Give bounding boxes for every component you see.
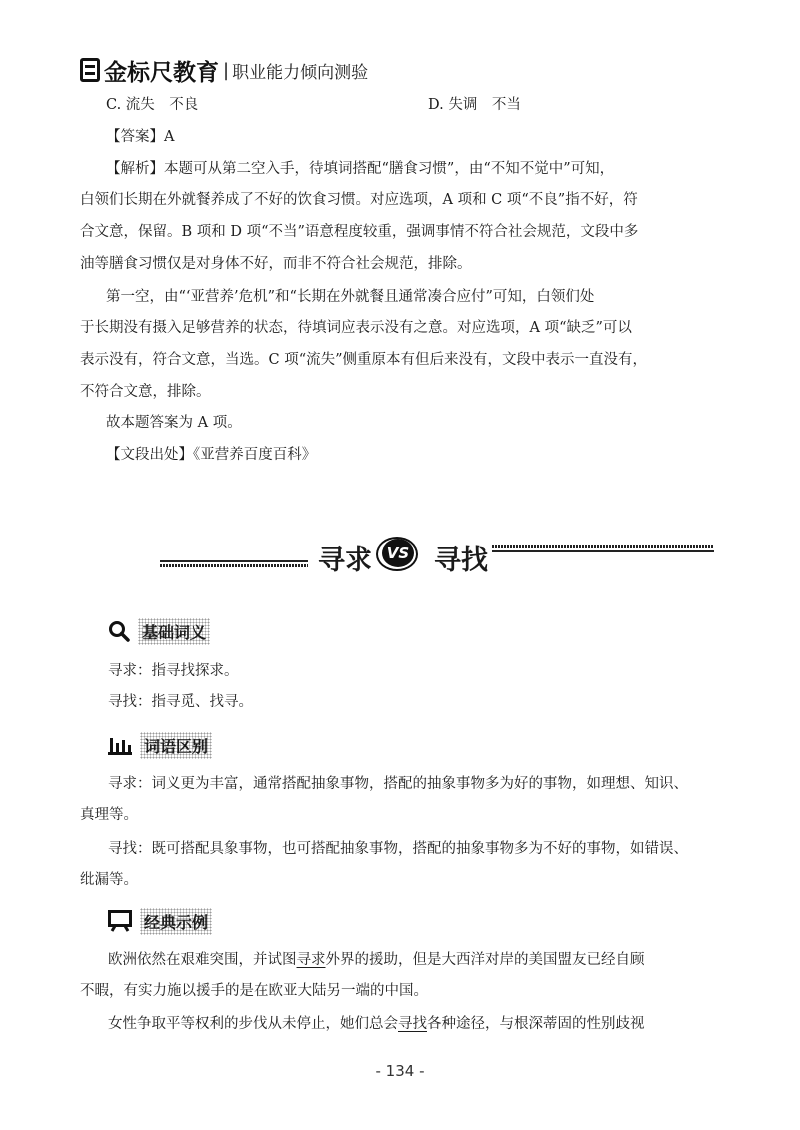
example-line: 女性争取平等权利的步伐从未停止，她们总会寻找各种途径，与根深蒂固的性别歧视 [108,1016,645,1032]
brand-name: 金标尺教育 [104,59,219,86]
meaning-line: 寻找：指寻觅、找寻。 [108,694,253,710]
keyword-xunqiu: 寻求 [296,952,326,968]
vs-badge [376,537,420,569]
examples-title: 经典示例 [140,908,212,935]
basic-meaning-heading [108,619,210,643]
magnifier-icon [108,620,130,642]
banner-left-rule [160,560,308,570]
difference-title: 词语区别 [140,732,212,759]
page-number: - 134 - [375,1062,425,1080]
basic-meaning-title: 基础词义 [138,618,210,645]
difference-line: 真理等。 [80,807,138,823]
option-c: C. 流失 不良 [106,97,199,113]
banner-right-rule [492,545,714,555]
analysis-line: 第一空，由“‘亚营养’危机”和“长期在外就餐且通常凑合应付”可知，白领们处 [106,289,595,305]
source-line: 【文段出处】《亚营养百度百科》 [106,447,317,463]
example-line: 欧洲依然在艰难突围，并试图寻求外界的援助，但是大西洋对岸的美国盟友已经自顾 [108,952,645,968]
header-subject: 职业能力倾向测验 [232,62,369,83]
meaning-line: 寻求：指寻找探求。 [108,663,239,679]
analysis-line: 合文意，保留。B 项和 D 项“不当”语意程度较重，强调事情不符合社会规范，文段中多 [80,224,639,240]
presentation-board-icon [108,910,132,932]
example-line: 不暇，有实力施以援手的是在欧亚大陆另一端的中国。 [80,983,428,999]
compare-word-2: 寻找 [434,545,488,576]
difference-line: 纰漏等。 [80,872,138,888]
header-separator: | [223,59,230,81]
bar-chart-icon [108,734,132,756]
vs-label: VS [382,539,414,567]
answer-line: 【答案】A [106,129,175,145]
option-d: D. 失调 不当 [428,97,521,113]
keyword-xunzhao: 寻找 [398,1016,427,1032]
conclusion-line: 故本题答案为 A 项。 [106,415,242,431]
analysis-line: 不符合文意，排除。 [80,384,211,400]
compare-word-1: 寻求 [318,545,372,576]
analysis-line: 油等膳食习惯仅是对身体不好，而非不符合社会规范，排除。 [80,256,472,272]
analysis-line: 表示没有，符合文意，当选。C 项“流失”侧重原本有但后来没有，文段中表示一直没有， [80,352,648,368]
examples-heading [108,909,212,933]
difference-line: 寻求：词义更为丰富，通常搭配抽象事物，搭配的抽象事物多为好的事物，如理想、知识、 [108,776,688,792]
analysis-line: 白领们长期在外就餐养成了不好的饮食习惯。对应选项，A 项和 C 项“不良”指不好，符 [80,192,638,208]
brand-logo-icon [80,58,100,82]
analysis-line: 【解析】本题可从第二空入手，待填词搭配“膳食习惯”，由“不知不觉中”可知， [106,161,615,177]
difference-heading [108,733,212,757]
analysis-line: 于长期没有摄入足够营养的状态，待填词应表示没有之意。对应选项，A 项“缺乏”可以 [80,320,632,336]
header [80,56,368,84]
difference-line: 寻找：既可搭配具象事物，也可搭配抽象事物，搭配的抽象事物多为不好的事物，如错误、 [108,841,688,857]
